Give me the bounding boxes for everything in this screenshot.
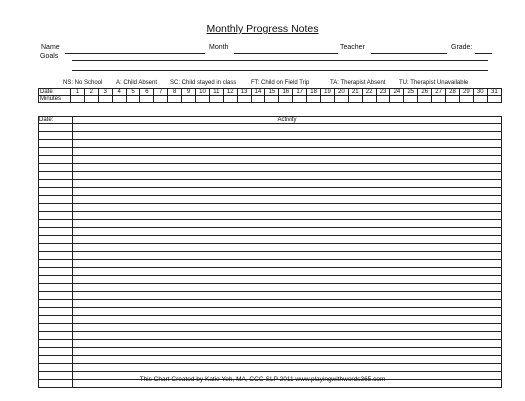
minutes-cell[interactable] bbox=[168, 96, 182, 103]
log-activity-cell[interactable] bbox=[73, 332, 502, 340]
log-activity-cell[interactable] bbox=[73, 316, 502, 324]
log-row bbox=[39, 268, 502, 276]
day-cell: 5 bbox=[126, 89, 140, 96]
day-cell: 1 bbox=[71, 89, 85, 96]
day-cell: 31 bbox=[487, 89, 501, 96]
log-activity-cell[interactable] bbox=[73, 308, 502, 316]
minutes-cell[interactable] bbox=[376, 96, 390, 103]
log-date-cell[interactable] bbox=[39, 348, 73, 356]
month-line bbox=[234, 53, 338, 54]
minutes-cell[interactable] bbox=[98, 96, 112, 103]
day-cell: 22 bbox=[362, 89, 376, 96]
month-label: Month bbox=[209, 44, 229, 51]
minutes-cell[interactable] bbox=[418, 96, 432, 103]
teacher-line bbox=[371, 53, 447, 54]
day-cell: 19 bbox=[321, 89, 335, 96]
log-activity-cell[interactable] bbox=[73, 340, 502, 348]
log-activity-cell[interactable] bbox=[73, 292, 502, 300]
log-date-cell[interactable] bbox=[39, 284, 73, 292]
log-activity-cell[interactable] bbox=[73, 364, 502, 372]
log-header-row bbox=[39, 117, 502, 124]
header-fields bbox=[41, 44, 496, 56]
log-activity-cell[interactable] bbox=[73, 284, 502, 292]
log-row bbox=[39, 316, 502, 324]
minutes-cell[interactable] bbox=[404, 96, 418, 103]
goal-line bbox=[72, 70, 488, 71]
log-date-cell[interactable] bbox=[39, 236, 73, 244]
minutes-cell[interactable] bbox=[265, 96, 279, 103]
log-row bbox=[39, 148, 502, 156]
log-date-cell[interactable] bbox=[39, 292, 73, 300]
log-row bbox=[39, 284, 502, 292]
log-activity-cell[interactable] bbox=[73, 276, 502, 284]
log-activity-cell[interactable] bbox=[73, 124, 502, 132]
log-activity-cell[interactable] bbox=[73, 204, 502, 212]
log-activity-cell[interactable] bbox=[73, 172, 502, 180]
grade-label: Grade: bbox=[451, 44, 473, 51]
minutes-row-label: Minutes bbox=[39, 96, 71, 103]
minutes-cell[interactable] bbox=[321, 96, 335, 103]
log-row bbox=[39, 332, 502, 340]
log-row bbox=[39, 340, 502, 348]
log-activity-cell[interactable] bbox=[73, 260, 502, 268]
day-cell: 16 bbox=[279, 89, 293, 96]
minutes-cell[interactable] bbox=[307, 96, 321, 103]
log-row bbox=[39, 244, 502, 252]
legend-item: NS: No School bbox=[63, 80, 103, 86]
log-date-cell[interactable] bbox=[39, 228, 73, 236]
goals-label: Goals bbox=[40, 53, 59, 60]
log-activity-cell[interactable] bbox=[73, 164, 502, 172]
log-activity-cell[interactable] bbox=[73, 212, 502, 220]
log-date-cell[interactable] bbox=[39, 172, 73, 180]
minutes-cell[interactable] bbox=[293, 96, 307, 103]
minutes-cell[interactable] bbox=[334, 96, 348, 103]
minutes-cell[interactable] bbox=[473, 96, 487, 103]
grade-line bbox=[475, 53, 492, 54]
days-row bbox=[39, 89, 502, 96]
teacher-label: Teacher bbox=[340, 44, 365, 51]
day-cell: 3 bbox=[98, 89, 112, 96]
minutes-cell[interactable] bbox=[112, 96, 126, 103]
log-activity-cell[interactable] bbox=[73, 236, 502, 244]
log-date-cell[interactable] bbox=[39, 324, 73, 332]
day-cell: 12 bbox=[223, 89, 237, 96]
log-row bbox=[39, 356, 502, 364]
footer-credit: This Chart Created by Katie Yeh, MA, CCC-SLP 2011 www.playingwithwords365.com bbox=[139, 376, 386, 383]
log-activity-cell[interactable] bbox=[73, 220, 502, 228]
legend-item: A: Child Absent bbox=[116, 80, 158, 86]
minutes-cell[interactable] bbox=[182, 96, 196, 103]
log-date-cell[interactable] bbox=[39, 148, 73, 156]
minutes-cell[interactable] bbox=[459, 96, 473, 103]
legend-item: TA: Therapist Absent bbox=[330, 80, 386, 86]
day-cell: 4 bbox=[112, 89, 126, 96]
minutes-cell[interactable] bbox=[432, 96, 446, 103]
minutes-cell[interactable] bbox=[348, 96, 362, 103]
log-row bbox=[39, 228, 502, 236]
minutes-cell[interactable] bbox=[446, 96, 460, 103]
day-cell: 17 bbox=[293, 89, 307, 96]
log-date-cell[interactable] bbox=[39, 132, 73, 140]
log-date-cell[interactable] bbox=[39, 276, 73, 284]
minutes-cell[interactable] bbox=[251, 96, 265, 103]
log-activity-cell[interactable] bbox=[73, 244, 502, 252]
log-activity-cell[interactable] bbox=[73, 324, 502, 332]
log-row bbox=[39, 212, 502, 220]
log-date-cell[interactable] bbox=[39, 332, 73, 340]
log-date-cell[interactable] bbox=[39, 268, 73, 276]
minutes-cell[interactable] bbox=[487, 96, 501, 103]
log-activity-cell[interactable] bbox=[73, 228, 502, 236]
log-row bbox=[39, 348, 502, 356]
log-date-cell[interactable] bbox=[39, 124, 73, 132]
log-row bbox=[39, 236, 502, 244]
log-activity-cell[interactable] bbox=[73, 140, 502, 148]
day-cell: 20 bbox=[334, 89, 348, 96]
log-activity-cell[interactable] bbox=[73, 180, 502, 188]
log-row bbox=[39, 132, 502, 140]
legend-item: FT: Child on Field Trip bbox=[251, 80, 310, 86]
log-row bbox=[39, 124, 502, 132]
log-row bbox=[39, 324, 502, 332]
log-row bbox=[39, 204, 502, 212]
minutes-cell[interactable] bbox=[154, 96, 168, 103]
log-activity-cell[interactable] bbox=[73, 268, 502, 276]
log-activity-cell[interactable] bbox=[73, 300, 502, 308]
activity-header: Activity bbox=[73, 117, 502, 124]
day-cell: 23 bbox=[376, 89, 390, 96]
log-date-cell[interactable] bbox=[39, 356, 73, 364]
log-date-cell[interactable] bbox=[39, 196, 73, 204]
log-date-cell[interactable] bbox=[39, 316, 73, 324]
minutes-cell[interactable] bbox=[279, 96, 293, 103]
log-date-cell[interactable] bbox=[39, 140, 73, 148]
log-activity-cell[interactable] bbox=[73, 156, 502, 164]
day-cell: 13 bbox=[237, 89, 251, 96]
log-row bbox=[39, 140, 502, 148]
log-row bbox=[39, 364, 502, 372]
log-activity-cell[interactable] bbox=[73, 348, 502, 356]
log-row bbox=[39, 156, 502, 164]
log-row bbox=[39, 292, 502, 300]
day-cell: 24 bbox=[390, 89, 404, 96]
day-cell: 25 bbox=[404, 89, 418, 96]
log-date-cell[interactable] bbox=[39, 244, 73, 252]
legend-item: SC: Child stayed in class bbox=[170, 80, 237, 86]
minutes-cell[interactable] bbox=[362, 96, 376, 103]
minutes-cell[interactable] bbox=[223, 96, 237, 103]
minutes-cell[interactable] bbox=[126, 96, 140, 103]
legend-item: TU: Therapist Unavailable bbox=[399, 80, 469, 86]
log-row bbox=[39, 188, 502, 196]
date-header: Date: bbox=[39, 117, 73, 124]
log-row bbox=[39, 220, 502, 228]
day-cell: 18 bbox=[307, 89, 321, 96]
log-date-cell[interactable] bbox=[39, 212, 73, 220]
day-cell: 27 bbox=[432, 89, 446, 96]
day-cell: 11 bbox=[209, 89, 223, 96]
log-row bbox=[39, 308, 502, 316]
day-cell: 28 bbox=[446, 89, 460, 96]
day-cell: 9 bbox=[182, 89, 196, 96]
log-date-cell[interactable] bbox=[39, 340, 73, 348]
log-date-cell[interactable] bbox=[39, 204, 73, 212]
minutes-row bbox=[39, 96, 502, 103]
log-row bbox=[39, 260, 502, 268]
goal-line bbox=[72, 60, 488, 61]
day-cell: 7 bbox=[154, 89, 168, 96]
log-row bbox=[39, 180, 502, 188]
minutes-cell[interactable] bbox=[390, 96, 404, 103]
log-row bbox=[39, 276, 502, 284]
log-activity-cell[interactable] bbox=[73, 252, 502, 260]
minutes-cell[interactable] bbox=[209, 96, 223, 103]
day-cell: 6 bbox=[140, 89, 154, 96]
log-activity-cell[interactable] bbox=[73, 148, 502, 156]
log-activity-cell[interactable] bbox=[73, 188, 502, 196]
day-cell: 26 bbox=[418, 89, 432, 96]
log-row bbox=[39, 252, 502, 260]
log-activity-cell[interactable] bbox=[73, 356, 502, 364]
minutes-cell[interactable] bbox=[84, 96, 98, 103]
log-date-cell[interactable] bbox=[39, 364, 73, 372]
minutes-cell[interactable] bbox=[140, 96, 154, 103]
day-cell: 29 bbox=[459, 89, 473, 96]
log-row bbox=[39, 164, 502, 172]
log-row bbox=[39, 172, 502, 180]
activity-log-table bbox=[38, 116, 502, 388]
minutes-cell[interactable] bbox=[237, 96, 251, 103]
log-date-cell[interactable] bbox=[39, 180, 73, 188]
log-date-cell[interactable] bbox=[39, 188, 73, 196]
day-cell: 14 bbox=[251, 89, 265, 96]
days-table bbox=[38, 88, 502, 103]
days-row-label: Date bbox=[39, 89, 71, 96]
log-row bbox=[39, 300, 502, 308]
day-cell: 30 bbox=[473, 89, 487, 96]
minutes-cell[interactable] bbox=[71, 96, 85, 103]
log-activity-cell[interactable] bbox=[73, 132, 502, 140]
page-title: Monthly Progress Notes bbox=[206, 23, 319, 35]
day-cell: 8 bbox=[168, 89, 182, 96]
log-date-cell[interactable] bbox=[39, 220, 73, 228]
log-date-cell[interactable] bbox=[39, 300, 73, 308]
day-cell: 15 bbox=[265, 89, 279, 96]
minutes-cell[interactable] bbox=[196, 96, 210, 103]
log-date-cell[interactable] bbox=[39, 156, 73, 164]
log-date-cell[interactable] bbox=[39, 252, 73, 260]
log-date-cell[interactable] bbox=[39, 164, 73, 172]
name-line bbox=[65, 53, 205, 54]
log-row bbox=[39, 196, 502, 204]
day-cell: 10 bbox=[196, 89, 210, 96]
day-cell: 21 bbox=[348, 89, 362, 96]
day-cell: 2 bbox=[84, 89, 98, 96]
name-label: Name bbox=[41, 44, 60, 51]
log-date-cell[interactable] bbox=[39, 308, 73, 316]
log-activity-cell[interactable] bbox=[73, 196, 502, 204]
log-date-cell[interactable] bbox=[39, 260, 73, 268]
